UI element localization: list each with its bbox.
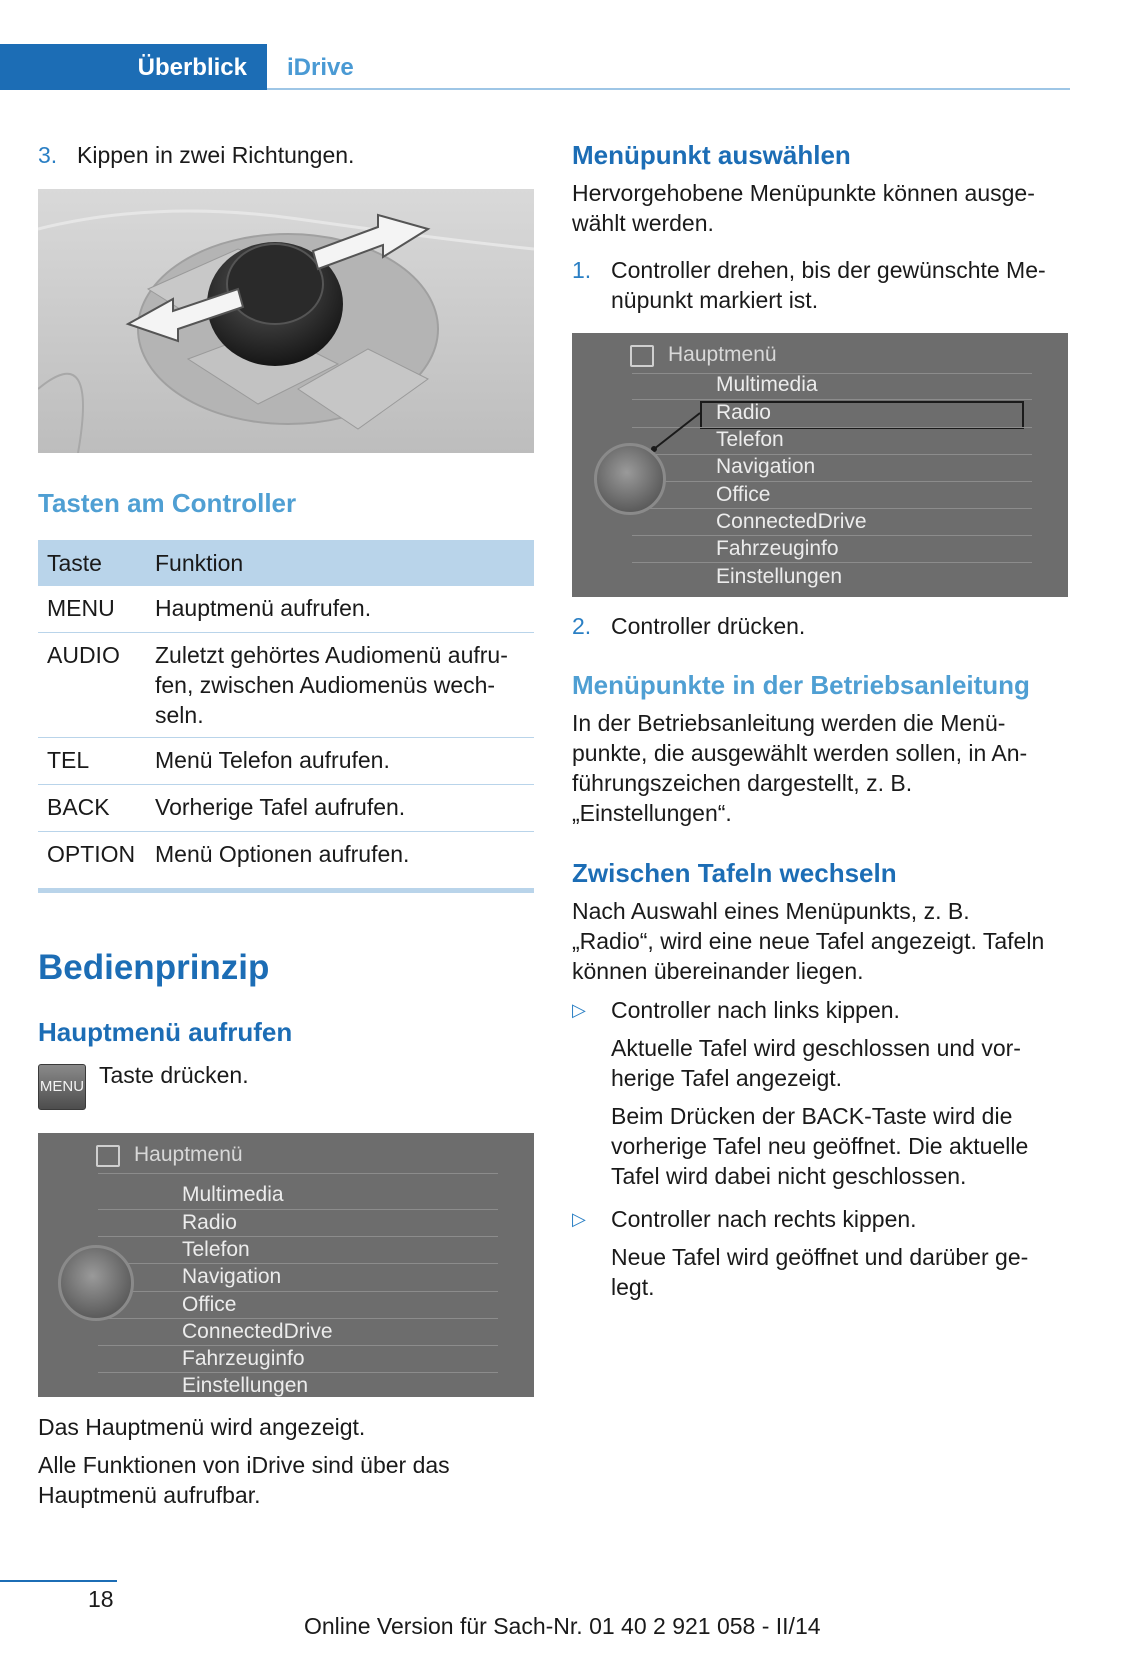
betriebsanleitung-text: In der Betriebsanleitung werden die Menü- punkte, die ausgewählt werden sollen, in An- führungszeichen dargestellt, z. B. „Einstellungen“. <box>572 710 1028 826</box>
hauptmenu-heading: Hauptmenü aufrufen <box>38 1017 293 1047</box>
table-row <box>38 785 534 832</box>
screen-item: Office <box>182 1293 237 1316</box>
screen-item: Telefon <box>716 428 784 451</box>
hervorgehoben-text: Hervorgehobene Menüpunkte können ausge- wählt werden. <box>572 180 1035 236</box>
table-cell-function: Vorherige Tafel aufrufen. <box>155 794 406 820</box>
screen-item-highlighted: Radio <box>716 401 771 424</box>
header-divider <box>267 88 1070 90</box>
menu-button-icon: MENU <box>38 1064 86 1110</box>
table-cell-key: AUDIO <box>47 642 120 668</box>
header-tab-overview <box>0 44 267 90</box>
table-cell-function: Hauptmenü aufrufen. <box>155 595 372 621</box>
online-version-text: Online Version für Sach-Nr. 01 40 2 921 058 - II/14 <box>304 1613 821 1639</box>
screen-item: Einstellungen <box>716 565 843 588</box>
screen-separator <box>98 1236 498 1237</box>
step-3 <box>38 140 355 170</box>
table-cell-key: TEL <box>47 747 90 773</box>
table-row <box>38 832 534 878</box>
step-1-number: 1. <box>572 257 592 283</box>
bedienprinzip-heading: Bedienprinzip <box>38 948 270 987</box>
main-menu-screen <box>38 1133 534 1397</box>
screen-separator <box>98 1209 498 1210</box>
page-number: 18 <box>88 1586 114 1612</box>
step-1-text: Controller drehen, bis der gewünschte Me- nüpunkt markiert ist. <box>611 257 1046 313</box>
table-cell-key: MENU <box>47 595 115 621</box>
table-header-row <box>38 540 534 586</box>
bullet-1-text: Controller nach links kippen. <box>611 997 900 1023</box>
controller-keys-table <box>38 540 534 878</box>
screen-item: Multimedia <box>182 1183 284 1206</box>
step-2 <box>572 611 591 641</box>
bullet-2-text: Controller nach rechts kippen. <box>611 1206 917 1232</box>
bullet-triangle-icon: ▷ <box>572 1000 586 1020</box>
menuepunkt-heading: Menüpunkt auswählen <box>572 140 851 170</box>
header-tab-idrive: iDrive <box>287 54 354 81</box>
betriebsanleitung-heading: Menüpunkte in der Betriebsanleitung <box>572 670 1030 700</box>
header-tab-overview-label: Überblick <box>137 54 247 81</box>
taste-druecken-text: Taste drücken. <box>99 1062 249 1088</box>
idrive-functions-text: Alle Funktionen von iDrive sind über das Hauptmenü aufrufbar. <box>38 1452 450 1508</box>
screen-item: ConnectedDrive <box>716 510 867 533</box>
bullet-2-detail: Neue Tafel wird geöffnet und darüber ge- legt. <box>611 1244 1029 1300</box>
step-3-number: 3. <box>38 142 58 168</box>
table-cell-function: Zuletzt gehörtes Audiomenü aufru- fen, zwischen Audiomenüs wech- seln. <box>155 642 508 728</box>
main-menu-screen-selected <box>572 333 1068 597</box>
table-header-function: Funktion <box>155 550 244 576</box>
step-1 <box>572 255 591 285</box>
screen-separator <box>98 1263 498 1264</box>
tasten-heading: Tasten am Controller <box>38 488 297 518</box>
bullet-1-detail-2: Beim Drücken der BACK-Taste wird die vorherige Tafel neu geöffnet. Die aktuelle Tafel wird dabei nicht geschlossen. <box>611 1103 1029 1189</box>
step-3-text: Kippen in zwei Richtungen. <box>77 142 355 168</box>
controller-tilt-image <box>38 189 534 453</box>
screen-separator <box>98 1372 498 1373</box>
controller-knob-icon <box>594 443 666 515</box>
step-2-number: 2. <box>572 613 592 639</box>
screen-item: ConnectedDrive <box>182 1320 333 1343</box>
table-bottom-rule <box>38 888 534 893</box>
screen-title: Hauptmenü <box>134 1143 243 1166</box>
screen-separator <box>98 1318 498 1319</box>
screen-item: Einstellungen <box>182 1374 309 1397</box>
controller-illustration <box>38 189 534 453</box>
screen-item: Navigation <box>182 1265 282 1288</box>
screen-separator <box>98 1291 498 1292</box>
screen-separator <box>98 1345 498 1346</box>
step-2-text: Controller drücken. <box>611 613 806 639</box>
screen-item: Navigation <box>716 455 816 478</box>
table-row <box>38 633 534 738</box>
bullet-1-detail-1: Aktuelle Tafel wird geschlossen und vor- herige Tafel angezeigt. <box>611 1035 1021 1091</box>
table-row <box>38 586 534 633</box>
zwischen-tafeln-text: Nach Auswahl eines Menüpunkts, z. B. „Radio“, wird eine neue Tafel angezeigt. Tafeln können übereinander liegen. <box>572 898 1045 984</box>
screen-item: Fahrzeuginfo <box>716 537 839 560</box>
screen-item: Telefon <box>182 1238 250 1261</box>
screen-title: Hauptmenü <box>668 343 777 366</box>
hauptmenu-shown-text: Das Hauptmenü wird angezeigt. <box>38 1414 366 1440</box>
bullet-triangle-icon: ▷ <box>572 1209 586 1229</box>
table-cell-function: Menü Telefon aufrufen. <box>155 747 390 773</box>
screen-item: Office <box>716 483 771 506</box>
footer-rule <box>0 1580 117 1582</box>
zwischen-tafeln-heading: Zwischen Tafeln wechseln <box>572 858 897 888</box>
table-cell-key: BACK <box>47 794 110 820</box>
screen-item: Radio <box>182 1211 237 1234</box>
screen-item: Fahrzeuginfo <box>182 1347 305 1370</box>
screen-separator <box>98 1173 498 1174</box>
menu-list-icon <box>96 1145 120 1167</box>
table-header-key: Taste <box>47 550 102 576</box>
controller-knob-icon <box>58 1245 134 1321</box>
screen-item: Multimedia <box>716 373 818 396</box>
table-cell-function: Menü Optionen aufrufen. <box>155 841 410 867</box>
table-cell-key: OPTION <box>47 841 136 867</box>
table-row <box>38 738 534 785</box>
